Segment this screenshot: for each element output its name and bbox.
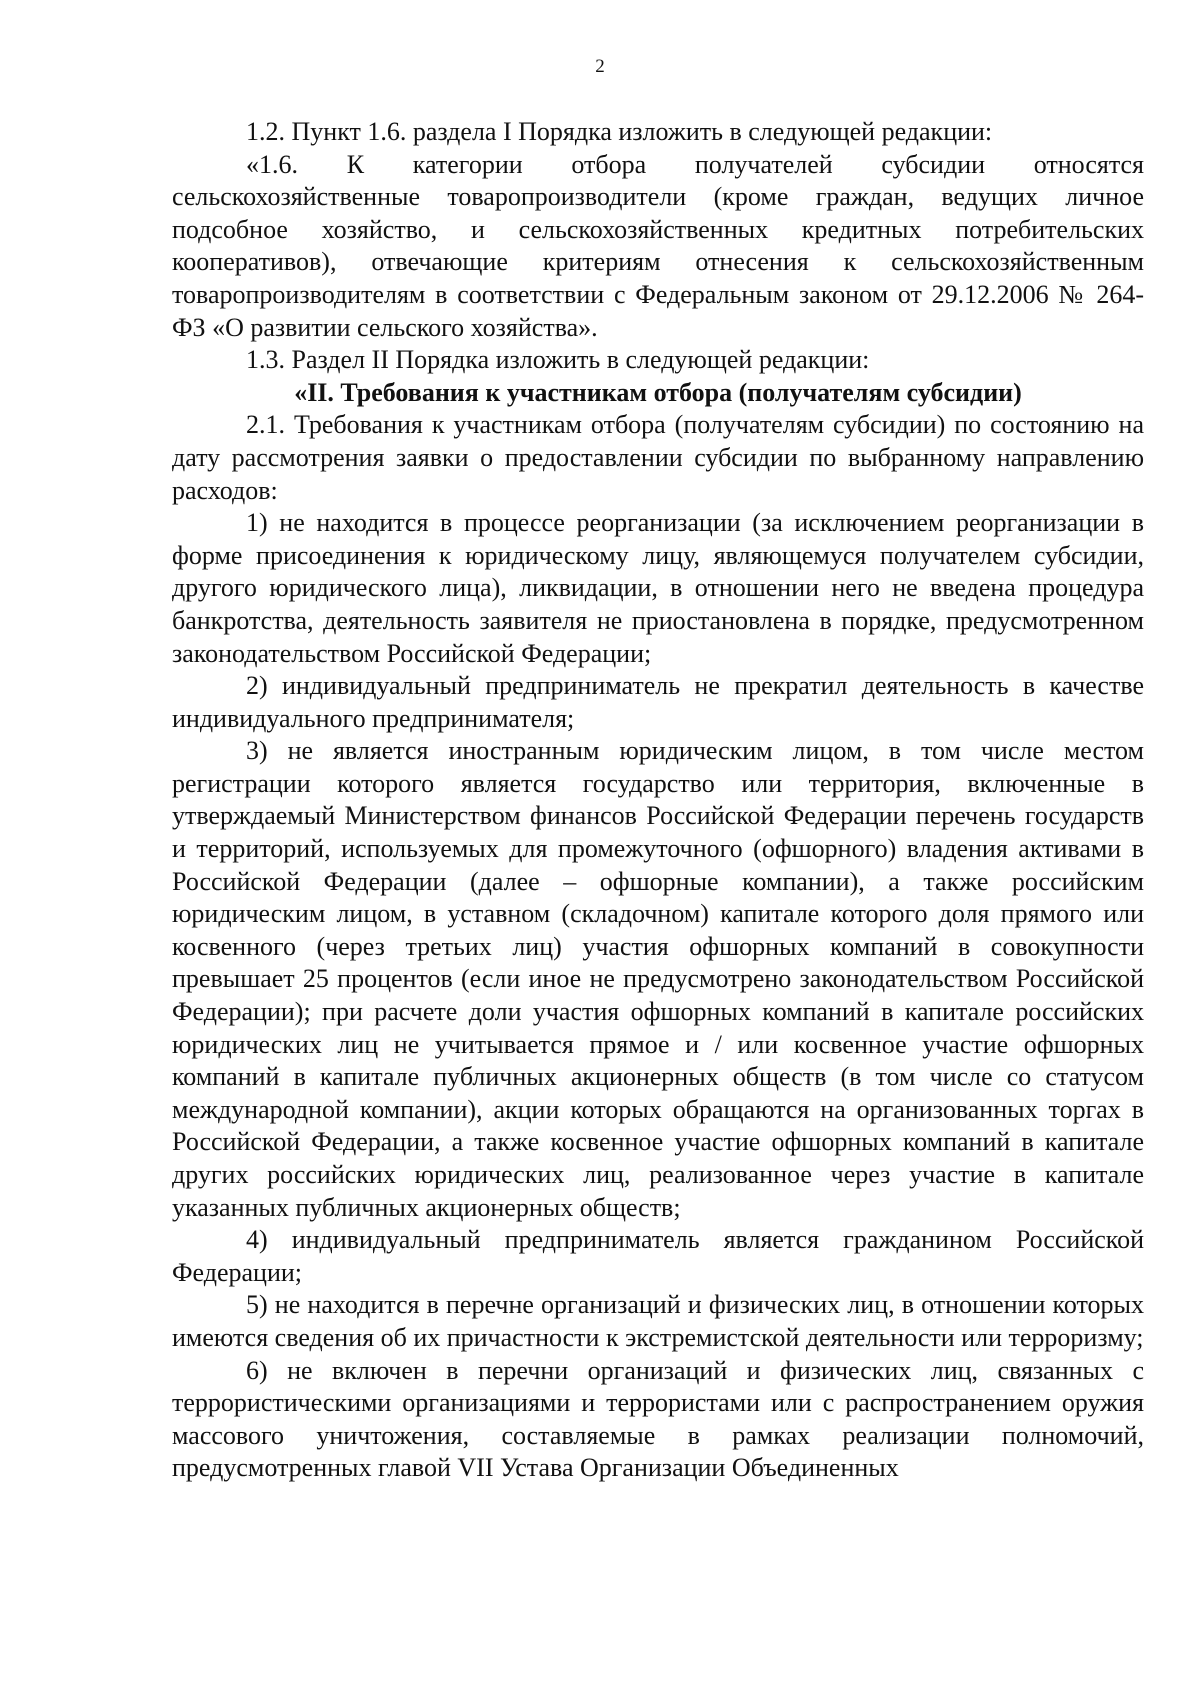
document-body <box>172 116 1144 1485</box>
list-item-6: 6) не включен в перечни организаций и физических лиц, связанных с террористическими организациями и террористами или с распространением оружия массового уничтожения, составляемые в рамках реализации полномочий, предусмотренных главой VII Устава Организации Объединенных <box>172 1355 1144 1483</box>
list-item-2: 2) индивидуальный предприниматель не прекратил деятельность в качестве индивидуального предпринимателя; <box>172 671 1144 733</box>
list-item-5: 5) не находится в перечне организаций и физических лиц, в отношении которых имеются сведения об их причастности к экстремистской деятельности или терроризму; <box>172 1290 1144 1352</box>
paragraph-1-2: 1.2. Пункт 1.6. раздела I Порядка изложить в следующей редакции: <box>246 117 993 146</box>
paragraph-1-3: 1.3. Раздел II Порядка изложить в следующей редакции: <box>246 345 870 375</box>
list-item-1: 1) не находится в процессе реорганизации (за исключением реорганизации в форме присоединения к юридическому лицу, являющемуся получателем субсидии, другого юридического лица), ликвидации, в отношении него не введена процедура банкротства, деятельность заявителя не приостановлена в порядке, предусмотренном законодательством Российской Федерации; <box>172 508 1144 668</box>
paragraph-2-1: 2.1. Требования к участникам отбора (получателям субсидии) по состоянию на дату рассмотрения заявки о предоставлении субсидии по выбранному направлению расходов: <box>172 410 1144 505</box>
list-item-4: 4) индивидуальный предприниматель является гражданином Российской Федерации; <box>172 1225 1144 1287</box>
section-heading: «II. Требования к участникам отбора (получателям субсидии) <box>294 377 1022 407</box>
page-number: 2 <box>595 56 605 77</box>
paragraph-1-6: «1.6. К категории отбора получателей субсидии относятся сельскохозяйственные товаропроизводители (кроме граждан, ведущих личное подсобное хозяйство, и сельскохозяйственных кредитных потребительских кооперативов), отвечающие критериям отнесения к сельскохозяйственным товаропроизводителям в соответствии с Федеральным законом от 29.12.2006 № 264-ФЗ «О развитии сельского хозяйства». <box>172 149 1144 342</box>
list-item-3: 3) не является иностранным юридическим лицом, в том числе местом регистрации которого является государство или территория, включенные в утверждаемый Министерством финансов Российской Федерации перечень государств и территорий, используемых для промежуточного (офшорного) владения активами в Российской Федерации (далее – офшорные компании), а также российским юридическим лицом, в уставном (складочном) капитале которого доля прямого или косвенного (через третьих лиц) участия офшорных компаний в совокупности превышает 25 процентов (если иное не предусмотрено законодательством Российской Федерации); при расчете доли участия офшорных компаний в капитале российских юридических лиц не учитывается прямое и / или косвенное участие офшорных компаний в капитале публичных акционерных обществ (в том числе со статусом международной компании), акции которых обращаются на организованных торгах в Российской Федерации, а также косвенное участие офшорных компаний в капитале других российских юридических лиц, реализованное через участие в капитале указанных публичных акционерных обществ; <box>172 736 1144 1222</box>
